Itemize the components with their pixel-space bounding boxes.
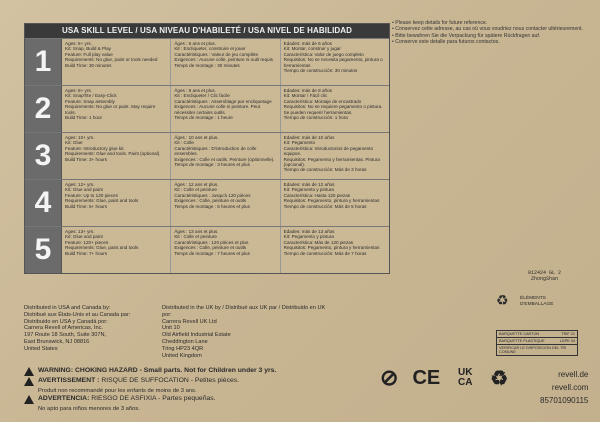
skill-level-row	[25, 38, 389, 85]
skill-level-es: Edades: más de 10 años Kit: Pegamento Característica: Introductorios de pegamento equipos. Requisitos: Pegamento y herramientas. Pintura (opcional). Tiempo de construcción: Más de 3 horas	[283, 135, 380, 173]
recycle-bin-icon: ♻	[496, 292, 509, 308]
skill-level-fr: Âges : 12 ans et plus. Kit : Colle et peinture Caractéristiques : Jusqu'à 120 pièces Exigences : Colle, peinture et outils Temps de montage : 5 heures et plus	[171, 180, 280, 226]
recycle-icon: ♻	[490, 367, 509, 390]
skill-level-en: Ages: 10+ yrs. Kit: Glue Feature: Introductory glue kit. Requirements: Glue and tools. Paint (optional). Build Time: 3+ hours	[62, 133, 171, 179]
skill-level-number: 5	[25, 227, 62, 273]
compliance-marks	[380, 365, 508, 391]
production-code: 012424 GL 2 ZhongShan	[528, 270, 562, 282]
skill-level-row	[25, 132, 389, 179]
skill-level-number: 2	[25, 86, 62, 132]
skill-level-es: Edades: más de 13 años Kit: Pegamento y pintura Característica: Más de 120 piezas Requisitos: Pegamento, pintura y herramientas Tiempo de construcción: Más de 7 horas	[283, 229, 380, 256]
note-es: • Conserve este detalle para futuros contactos.	[392, 39, 597, 45]
skill-level-row	[25, 226, 389, 273]
note-fr: • Conservez cette adresse, au cas où vous voudriez nous contacter ultérieurement.	[392, 26, 597, 32]
ukca-mark-icon: UK CA	[458, 367, 473, 388]
skill-level-es: Edades: más de 6 años Kit: Montar, construir y jugar Característica: Valor de juego completo Requisitos: No se necesita pegamento, pintura o herramientas Tiempo de construcción: 30 minutos	[283, 41, 383, 74]
skill-level-es: Edades: más de 12 años Kit: Pegamento y pintura Característica: Hasta 120 piezas Requisitos: Pegamento, pintura y herramientas Tiempo de construcción: Más de 5 horas	[283, 182, 380, 209]
skill-level-row	[25, 85, 389, 132]
skill-level-row	[25, 179, 389, 226]
skill-level-fr: Âges : 6 ans et plus. Kit : Encliqueter, construire et jouer Caractéristiques : Valeur de jeu complète Exigences : Aucune colle, peinture ni outil requis Temps de montage : 30 minutes	[171, 39, 280, 85]
brand-info: revell.de revell.com 85701090115	[540, 370, 589, 405]
choking-warnings: WARNING: CHOKING HAZARD - Small parts. Not for Children under 3 yrs. AVERTISSEMENT : RISQUE DE SUFFOCATION - Petites pièces. Produit non recommandé pour les enfants de moins de 3 ans. ADVERTENCIA: RIESGO DE ASFIXIA - Partes pequeñas. No apto para niños menores de 3 años.	[24, 367, 354, 413]
skill-level-fr: Âges : 13 ans et plus. Kit : Colle et peinture Caractéristiques : 120 pièces et plus Exigences : Colle, peinture et outils Temps de montage : 7 heures et plus	[171, 227, 280, 273]
distributor-uk: Distributed in the UK by / Distribué aux UK par / Distribuido en UK por: Carrera Revell UK Ltd Unit 10 Old Airfield Industrial Estate Cheddington Lane Tring HP23 4QR United Kingdom	[162, 305, 326, 359]
warning-triangle-icon	[24, 367, 34, 376]
skill-level-en: Ages: 12+ yrs. Kit: Glue and paint Feature: Up to 120 pieces Requirements: Glue, paint and tools Build Time: 5+ hours	[62, 180, 171, 226]
skill-level-header: USA SKILL LEVEL / USA NIVEAU D'HABILETÉ / USA NIVEL DE HABILIDAD	[25, 24, 389, 38]
contact-notes	[392, 20, 597, 46]
skill-level-es: Edades: más de 8 años Kit: Montar / Fácil clic Característica: Montaje de encastrado Requisitos: No se requiere pegamento o pintura. Se pueden requerir herramientas. Tiempo de construcción: 1 hora	[283, 88, 383, 121]
no-under-3-icon: ⊘	[380, 365, 399, 390]
skill-level-fr: Âges : 8 ans et plus. Kit : Encliqueter / Clic facile Caractéristiques : Assemblage par encliquetage Exigences : Aucune colle ni peinture. Peut nécessiter certains outils. Temps de montage : 1 heure	[171, 86, 280, 132]
skill-level-number: 4	[25, 180, 62, 226]
recycle-label: ÉLÉMENTS D'EMBALLAGE	[520, 296, 554, 307]
skill-level-fr: Âges : 10 ans et plus. Kit : Colle Caractéristiques : D'introduction de colle ensembles. Exigences : Colle et outils. Peinture (optionnelle). Temps de montage : 3 heures et plus	[171, 133, 280, 179]
ce-mark-icon: CE	[412, 366, 441, 389]
skill-level-en: Ages: 8+ yrs. Kit: SnapTite / Easy-Click Feature: Snap assembly Requirements: No glue or paint. May require tools. Build Time: 1 hour	[62, 86, 171, 132]
skill-level-number: 1	[25, 39, 62, 85]
skill-level-table	[24, 23, 390, 274]
warning-fr: AVERTISSEMENT : RISQUE DE SUFFOCATION - Petites pièces.	[24, 377, 354, 386]
warning-triangle-icon	[24, 377, 34, 386]
note-en: • Please keep details for future reference.	[392, 20, 597, 26]
note-de: • Bitte bewahren Sie die Verpackung für spätere Rückfragen auf.	[392, 33, 597, 39]
warning-en: WARNING: CHOKING HAZARD - Small parts. Not for Children under 3 yrs.	[24, 367, 354, 376]
warning-triangle-icon	[24, 395, 34, 404]
skill-level-number: 3	[25, 133, 62, 179]
warning-es: ADVERTENCIA: RIESGO DE ASFIXIA - Partes pequeñas.	[24, 395, 354, 404]
distributor-usa: Distributed in USA and Canada by: Distribué aux États-Unis et au Canada par: Distribuido en USA y Canadá por: Carrera Revell of Americas, Inc. 197 Route 18 South, Suite 307N, East Brunswick, NJ 08816 United States	[24, 305, 131, 352]
skill-level-en: Ages: 6+ yrs. Kit: Snap, Build & Play Feature: Full play value Requirements: No glue, paint or tools needed Build Time: 30 minutes	[62, 39, 171, 85]
skill-level-en: Ages: 13+ yrs. Kit: Glue and paint Feature: 120+ pieces Requirements: Glue, paint and tools Build Time: 7+ hours	[62, 227, 171, 273]
recycle-table: BARQUETTE CARTON TRIF 21 BARQUETTE PLASTIQUE LDPE 04 VERIFICAR LE DISPOSICION DEL TRI COMUNE	[496, 330, 578, 356]
